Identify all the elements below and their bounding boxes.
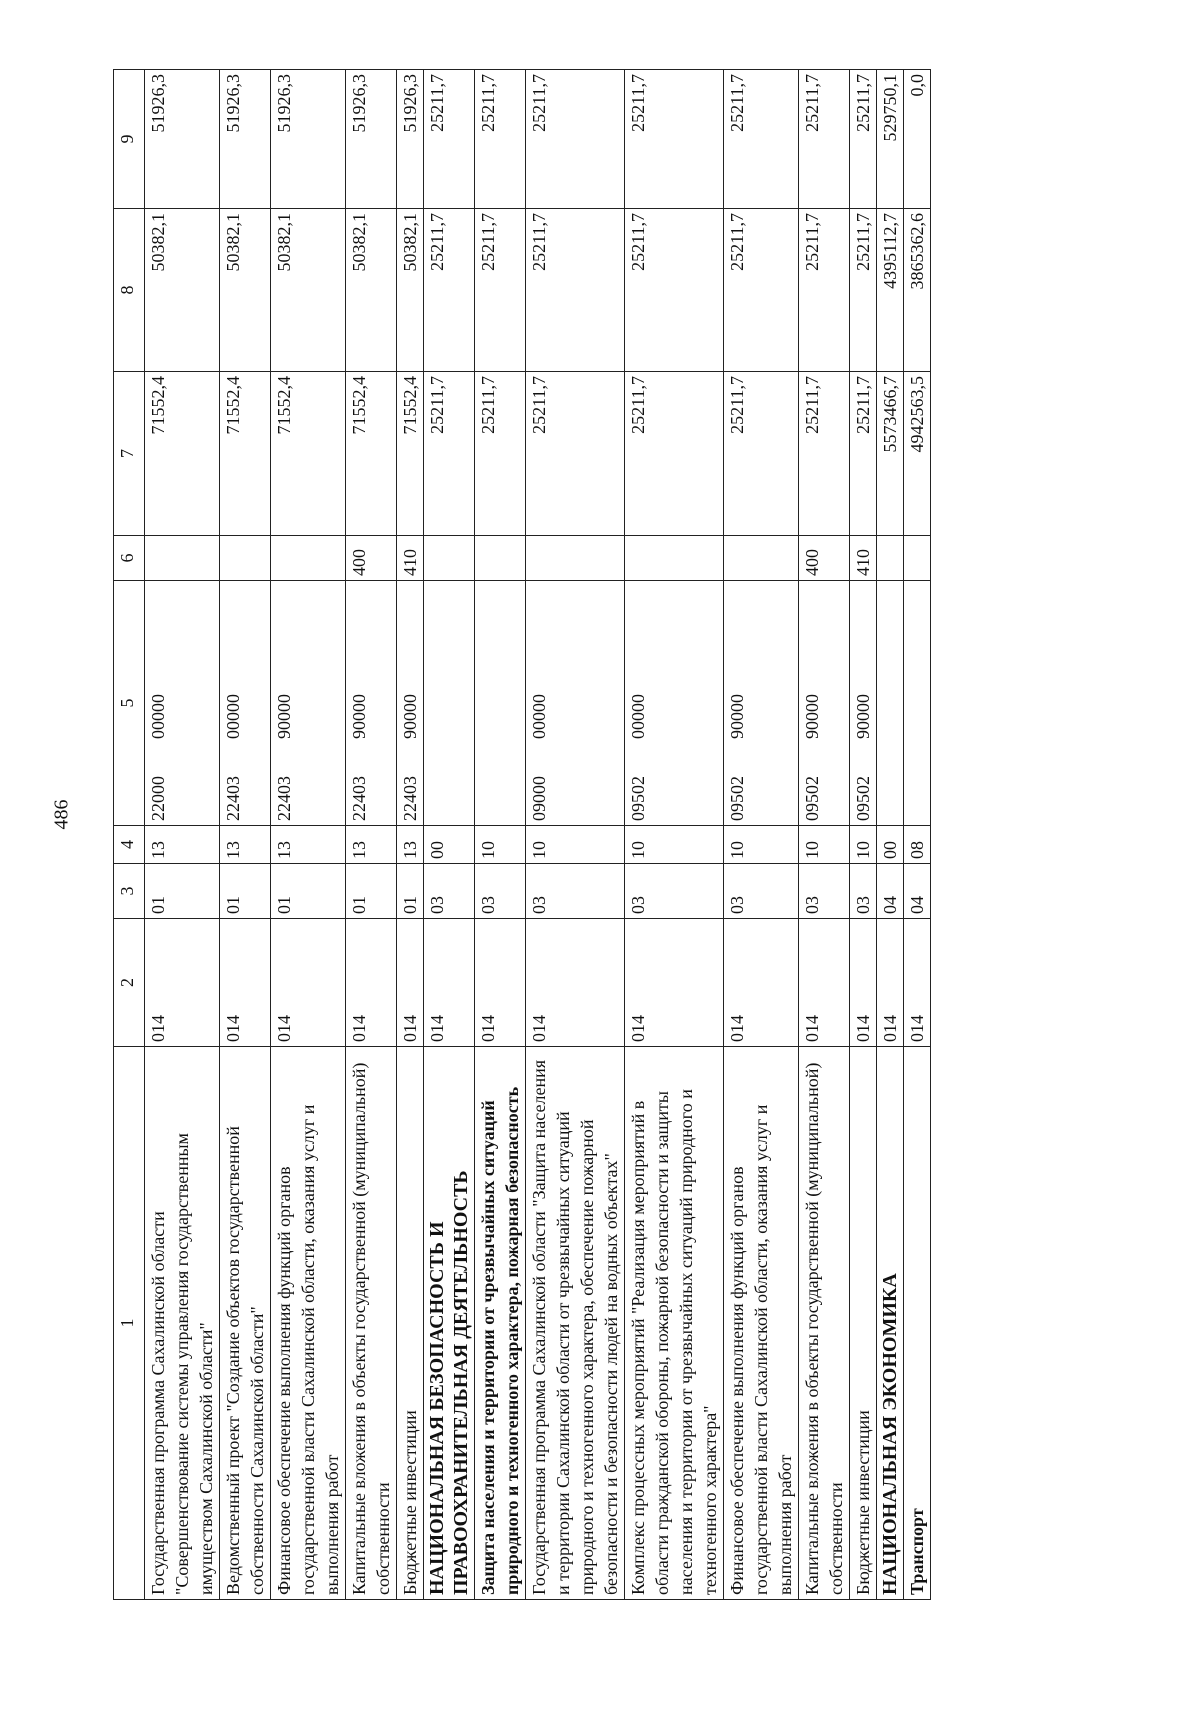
row-amount-2: 25211,7: [850, 209, 877, 372]
row-name: Бюджетные инвестиции: [397, 1047, 424, 1600]
target-article-part1: 09502: [802, 776, 822, 821]
row-code-expense-type: 400: [799, 536, 850, 581]
row-code-section: 03: [625, 864, 724, 919]
row-name: НАЦИОНАЛЬНАЯ ЭКОНОМИКА: [877, 1047, 904, 1600]
row-code-subsection: 13: [346, 826, 397, 864]
target-article-part1: 22000: [148, 776, 168, 821]
header-cell: 4: [114, 826, 145, 864]
row-amount-2: 50382,1: [271, 209, 346, 372]
row-amount-3: 51926,3: [397, 70, 424, 209]
row-amount-3: 25211,7: [475, 70, 526, 209]
target-article-part1: 22403: [349, 776, 369, 821]
row-amount-3: 25211,7: [625, 70, 724, 209]
row-code-subsection: 10: [526, 826, 625, 864]
row-amount-2: 50382,1: [346, 209, 397, 372]
row-code-subsection: 13: [145, 826, 220, 864]
target-article-part2: 90000: [349, 694, 369, 739]
row-code-target-article: [625, 581, 724, 826]
row-code-target-article: [346, 581, 397, 826]
row-code-target-article: [877, 581, 904, 826]
row-code-expense-type: [625, 536, 724, 581]
row-amount-1: 25211,7: [724, 372, 799, 536]
row-code-section: 03: [526, 864, 625, 919]
row-amount-1: 5573466,7: [877, 372, 904, 536]
row-code-expense-type: [145, 536, 220, 581]
row-amount-1: 25211,7: [526, 372, 625, 536]
row-amount-2: 25211,7: [724, 209, 799, 372]
table-row: [799, 70, 850, 1600]
target-article-part2: 00000: [529, 694, 549, 739]
table-row: [724, 70, 799, 1600]
table-row: [424, 70, 475, 1600]
row-amount-3: 25211,7: [526, 70, 625, 209]
row-code-expense-type: [904, 536, 931, 581]
row-name: Транспорт: [904, 1047, 931, 1600]
row-code-section: 03: [424, 864, 475, 919]
row-code-subsection: 13: [220, 826, 271, 864]
target-article-part1: 22403: [274, 776, 294, 821]
row-code-section: 03: [799, 864, 850, 919]
row-amount-1: 71552,4: [220, 372, 271, 536]
table-row: [877, 70, 904, 1600]
row-code-section: 04: [877, 864, 904, 919]
header-cell: 2: [114, 919, 145, 1047]
row-amount-1: 25211,7: [424, 372, 475, 536]
row-name: Финансовое обеспечение выполнения функций органов государственной власти Сахалинской области, оказания услуг и выполнения работ: [724, 1047, 799, 1600]
row-code-subsection: 13: [397, 826, 424, 864]
row-code-target-article: [904, 581, 931, 826]
row-amount-3: 51926,3: [346, 70, 397, 209]
header-cell: 3: [114, 864, 145, 919]
row-name: НАЦИОНАЛЬНАЯ БЕЗОПАСНОСТЬ И ПРАВООХРАНИТЕЛЬНАЯ ДЕЯТЕЛЬНОСТЬ: [424, 1047, 475, 1600]
table-row: [397, 70, 424, 1600]
row-amount-3: 529750,1: [877, 70, 904, 209]
target-article-part2: 90000: [274, 694, 294, 739]
row-code-ministry: 014: [904, 919, 931, 1047]
table-row: [475, 70, 526, 1600]
target-article-part2: 90000: [400, 694, 420, 739]
row-amount-2: 3865362,6: [904, 209, 931, 372]
table-row: [220, 70, 271, 1600]
row-amount-2: 25211,7: [526, 209, 625, 372]
row-code-expense-type: [220, 536, 271, 581]
target-article-part1: 22403: [400, 776, 420, 821]
header-cell: 8: [114, 209, 145, 372]
target-article-part1: 22403: [223, 776, 243, 821]
target-article-part1: 09000: [529, 776, 549, 821]
row-code-expense-type: [526, 536, 625, 581]
row-amount-2: 50382,1: [220, 209, 271, 372]
header-cell: 5: [114, 581, 145, 826]
row-code-subsection: 00: [877, 826, 904, 864]
row-amount-1: 71552,4: [346, 372, 397, 536]
row-amount-3: 25211,7: [850, 70, 877, 209]
row-name: Комплекс процессных мероприятий "Реализация мероприятий в области гражданской обороны, пожарной безопасности и защиты населения и территории от чрезвычайных ситуаций природного и техногенного характера": [625, 1047, 724, 1600]
row-code-target-article: [424, 581, 475, 826]
row-name: Бюджетные инвестиции: [850, 1047, 877, 1600]
row-code-target-article: [526, 581, 625, 826]
row-code-subsection: 10: [799, 826, 850, 864]
row-code-expense-type: [724, 536, 799, 581]
row-amount-1: 71552,4: [145, 372, 220, 536]
row-amount-3: 51926,3: [145, 70, 220, 209]
row-code-ministry: 014: [850, 919, 877, 1047]
row-code-ministry: 014: [271, 919, 346, 1047]
budget-table-wrapper: [113, 70, 1083, 1600]
row-code-section: 03: [475, 864, 526, 919]
row-code-target-article: [724, 581, 799, 826]
row-amount-1: 71552,4: [271, 372, 346, 536]
row-name: Финансовое обеспечение выполнения функций органов государственной власти Сахалинской области, оказания услуг и выполнения работ: [271, 1047, 346, 1600]
row-code-ministry: 014: [799, 919, 850, 1047]
row-code-section: 03: [724, 864, 799, 919]
row-amount-1: 25211,7: [625, 372, 724, 536]
row-code-expense-type: [424, 536, 475, 581]
row-code-section: 04: [904, 864, 931, 919]
row-code-target-article: [397, 581, 424, 826]
row-amount-3: 25211,7: [799, 70, 850, 209]
header-cell: 9: [114, 70, 145, 209]
row-code-section: 01: [397, 864, 424, 919]
row-name: Государственная программа Сахалинской области "Защита населения и территории Сахалинской области от чрезвычайных ситуаций природного и техногенного характера, обеспечение пожарной безопасности и безопасности людей на водных объектах": [526, 1047, 625, 1600]
row-code-ministry: 014: [145, 919, 220, 1047]
target-article-part2: 00000: [628, 694, 648, 739]
row-code-target-article: [475, 581, 526, 826]
table-row: [850, 70, 877, 1600]
row-amount-2: 25211,7: [799, 209, 850, 372]
row-name: Капитальные вложения в объекты государственной (муниципальной) собственности: [346, 1047, 397, 1600]
row-code-subsection: 10: [850, 826, 877, 864]
row-amount-2: 25211,7: [625, 209, 724, 372]
target-article-part1: 09502: [628, 776, 648, 821]
row-code-ministry: 014: [220, 919, 271, 1047]
header-cell: 6: [114, 536, 145, 581]
row-code-subsection: 13: [271, 826, 346, 864]
table-row: [271, 70, 346, 1600]
row-code-section: 01: [271, 864, 346, 919]
row-code-subsection: 10: [475, 826, 526, 864]
row-code-ministry: 014: [724, 919, 799, 1047]
row-code-subsection: 10: [724, 826, 799, 864]
table-row: [346, 70, 397, 1600]
row-code-expense-type: 410: [850, 536, 877, 581]
row-amount-2: 25211,7: [424, 209, 475, 372]
row-amount-3: 51926,3: [220, 70, 271, 209]
row-code-target-article: [220, 581, 271, 826]
row-amount-3: 25211,7: [424, 70, 475, 209]
row-code-section: 01: [145, 864, 220, 919]
row-code-ministry: 014: [346, 919, 397, 1047]
row-code-subsection: 00: [424, 826, 475, 864]
budget-table: [113, 69, 931, 1600]
table-row: [904, 70, 931, 1600]
row-amount-1: 25211,7: [850, 372, 877, 536]
header-cell: 1: [114, 1047, 145, 1600]
row-code-expense-type: [475, 536, 526, 581]
row-code-expense-type: 410: [397, 536, 424, 581]
row-code-expense-type: 400: [346, 536, 397, 581]
row-code-ministry: 014: [877, 919, 904, 1047]
row-amount-1: 71552,4: [397, 372, 424, 536]
target-article-part2: 00000: [223, 694, 243, 739]
row-amount-2: 50382,1: [397, 209, 424, 372]
row-name: Капитальные вложения в объекты государственной (муниципальной) собственности: [799, 1047, 850, 1600]
row-code-section: 01: [346, 864, 397, 919]
row-amount-3: 0,0: [904, 70, 931, 209]
target-article-part1: 09502: [853, 776, 873, 821]
row-code-ministry: 014: [475, 919, 526, 1047]
row-code-section: 03: [850, 864, 877, 919]
row-amount-3: 51926,3: [271, 70, 346, 209]
row-amount-1: 25211,7: [475, 372, 526, 536]
row-code-ministry: 014: [526, 919, 625, 1047]
row-code-ministry: 014: [397, 919, 424, 1047]
row-code-target-article: [850, 581, 877, 826]
page-number: 486: [50, 799, 73, 830]
row-code-subsection: 08: [904, 826, 931, 864]
row-name: Ведомственный проект "Создание объектов государственной собственности Сахалинской области": [220, 1047, 271, 1600]
row-code-ministry: 014: [625, 919, 724, 1047]
target-article-part2: 90000: [727, 694, 747, 739]
row-code-section: 01: [220, 864, 271, 919]
row-code-target-article: [799, 581, 850, 826]
row-code-target-article: [145, 581, 220, 826]
row-name: Защита населения и территории от чрезвычайных ситуаций природного и техногенного характера, пожарная безопасность: [475, 1047, 526, 1600]
row-amount-2: 4395112,7: [877, 209, 904, 372]
row-name: Государственная программа Сахалинской области "Совершенствование системы управления государственным имуществом Сахалинской области": [145, 1047, 220, 1600]
target-article-part2: 90000: [853, 694, 873, 739]
row-amount-3: 25211,7: [724, 70, 799, 209]
row-code-expense-type: [877, 536, 904, 581]
row-amount-2: 25211,7: [475, 209, 526, 372]
row-amount-1: 4942563,5: [904, 372, 931, 536]
row-code-expense-type: [271, 536, 346, 581]
row-code-ministry: 014: [424, 919, 475, 1047]
table-row: [526, 70, 625, 1600]
header-row: [114, 70, 145, 1600]
target-article-part2: 00000: [148, 694, 168, 739]
row-code-target-article: [271, 581, 346, 826]
table-row: [625, 70, 724, 1600]
row-amount-2: 50382,1: [145, 209, 220, 372]
table-row: [145, 70, 220, 1600]
target-article-part2: 90000: [802, 694, 822, 739]
row-code-subsection: 10: [625, 826, 724, 864]
row-amount-1: 25211,7: [799, 372, 850, 536]
target-article-part1: 09502: [727, 776, 747, 821]
header-cell: 7: [114, 372, 145, 536]
